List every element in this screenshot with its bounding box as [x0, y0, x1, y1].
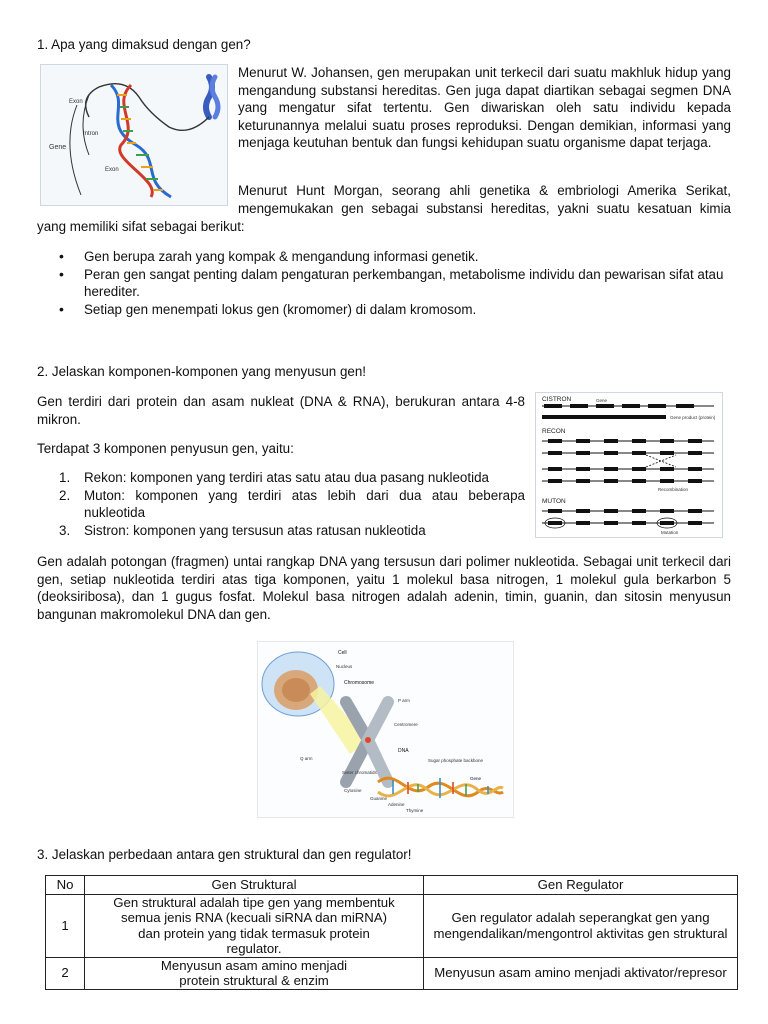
label-nucleus: Nucleus	[336, 664, 353, 669]
list-item: • Gen berupa zarah yang kompak & mengandung informasi genetik.	[37, 248, 731, 266]
label-p-arm: P arm	[398, 698, 410, 703]
list-item: 1. Rekon: komponen yang terdiri atas satu atau dua pasang nukleotida	[59, 470, 489, 485]
question-1: 1. Apa yang dimaksud dengan gen?	[37, 37, 251, 52]
cell-chromosome-dna-illustration	[258, 642, 513, 817]
cistron-recon-muton-figure	[535, 392, 723, 538]
comparison-table	[45, 875, 738, 990]
cell-no: 1	[46, 894, 85, 957]
label-exon-2: Exon	[105, 167, 119, 173]
cistron-recon-muton-diagram	[536, 393, 722, 537]
nucleotide-paragraph: Gen adalah potongan (fragmen) untai rangkap DNA yang tersusun dari polimer nukleotida. Sebagai unit terkecil dari gen, setiap nukleotida terdiri atas tiga komponen, yaitu 1 molekul basa nitrogen, 1 molekul gula berkarbon 5 (deoksiribosa), dan 1 gugus fosfat. Molekul basa nitrogen adalah adenin, timin, guanin, dan sitosin menyusun bangunan makromolekul DNA dan gen.	[37, 554, 731, 622]
label-adenine: Adenine	[388, 802, 405, 807]
gene-properties-list	[37, 248, 731, 318]
question-2: 2. Jelaskan komponen-komponen yang menyusun gen!	[37, 364, 367, 379]
label-gene: Gene	[596, 398, 608, 403]
label-sister-chromatids: Sister chromatids	[342, 770, 377, 775]
label-gene: Gene	[470, 776, 482, 781]
morgan-paragraph-line1: Menurut Hunt Morgan, seorang ahli genetika & embriologi Amerika Serikat, mengemukakan gen sebagai substansi hereditas, yakni suatu kesatuan kimia	[238, 183, 731, 216]
label-cell: Cell	[338, 650, 347, 656]
label-mutation: Mutation	[661, 530, 679, 535]
label-gene: Gene	[49, 144, 67, 151]
label-cistron: CISTRON	[542, 396, 572, 403]
gene-dna-illustration	[41, 65, 227, 205]
cell-struktural: Menyusun asam amino menjadi protein struktural & enzim	[85, 957, 424, 989]
cell-struktural: Gen struktural adalah tipe gen yang membentuk semua jenis RNA (kecuali siRNA dan miRNA) dan protein yang tidak termasuk protein regulator.	[85, 894, 424, 957]
gen-composition-paragraph: Gen terdiri dari protein dan asam nukleat (DNA & RNA), berukuran antara 4-8 mikron.	[37, 394, 525, 427]
cell-regulator: Menyusun asam amino menjadi aktivator/represor	[424, 957, 738, 989]
table-header-row	[46, 876, 738, 895]
morgan-paragraph-line2: yang memiliki sifat sebagai berikut:	[37, 219, 245, 234]
gene-structure-figure	[40, 64, 228, 206]
label-gene-product: Gene product (protein)	[670, 415, 716, 420]
list-item: • Peran gen sangat penting dalam pengaturan perkembangan, metabolisme individu dan pewarisan sifat atau herediter.	[37, 266, 731, 301]
header-gen-regulator: Gen Regulator	[424, 876, 738, 895]
label-dna: DNA	[398, 748, 409, 754]
list-item: • Setiap gen menempati lokus gen (kromomer) di dalam kromosom.	[37, 301, 731, 319]
list-item: 3. Sistron: komponen yang tersusun atas ratusan nukleotida	[59, 522, 426, 538]
label-intron: Intron	[83, 131, 99, 137]
label-q-arm: Q arm	[300, 756, 313, 761]
header-gen-struktural: Gen Struktural	[85, 876, 424, 895]
label-recon: RECON	[542, 428, 566, 435]
label-chromosome: Chromosome	[344, 680, 375, 686]
label-thymine: Thymine	[406, 808, 424, 813]
table-row	[46, 957, 738, 989]
label-cytosine: Cytosine	[344, 788, 362, 793]
johansen-paragraph: Menurut W. Johansen, gen merupakan unit terkecil dari suatu makhluk hidup yang mengandung substansi hereditas. Gen juga dapat diartikan sebagai segmen DNA yang mengatur sifat tertentu. Gen diwariskan oleh satu individu kepada keturunannya melalui suatu proses reproduksi. Dengan demikian, informasi yang menjaga keutuhan bentuk dan fungsi kehidupan suatu organisme dapat terjaga.	[238, 65, 731, 151]
list-item: 2. Muton: komponen yang terdiri atas lebih dari dua atau beberapa nukleotida	[59, 487, 525, 521]
table-row	[46, 894, 738, 957]
label-recombination: Recombination	[658, 487, 689, 492]
components-list	[37, 469, 525, 539]
cell-chromosome-dna-figure	[257, 641, 514, 818]
cell-regulator: Gen regulator adalah seperangkat gen yang mengendalikan/mengontrol aktivitas gen struktural	[424, 894, 738, 957]
label-backbone: Sugar phosphate backbone	[428, 758, 484, 763]
label-exon: Exon	[69, 99, 83, 105]
header-no: No	[46, 876, 85, 895]
label-muton: MUTON	[542, 498, 566, 505]
components-intro: Terdapat 3 komponen penyusun gen, yaitu:	[37, 441, 294, 456]
question-3: 3. Jelaskan perbedaan antara gen struktural dan gen regulator!	[37, 847, 412, 862]
label-guanine: Guanine	[370, 796, 388, 801]
label-centromere: Centromere	[394, 722, 418, 727]
cell-no: 2	[46, 957, 85, 989]
